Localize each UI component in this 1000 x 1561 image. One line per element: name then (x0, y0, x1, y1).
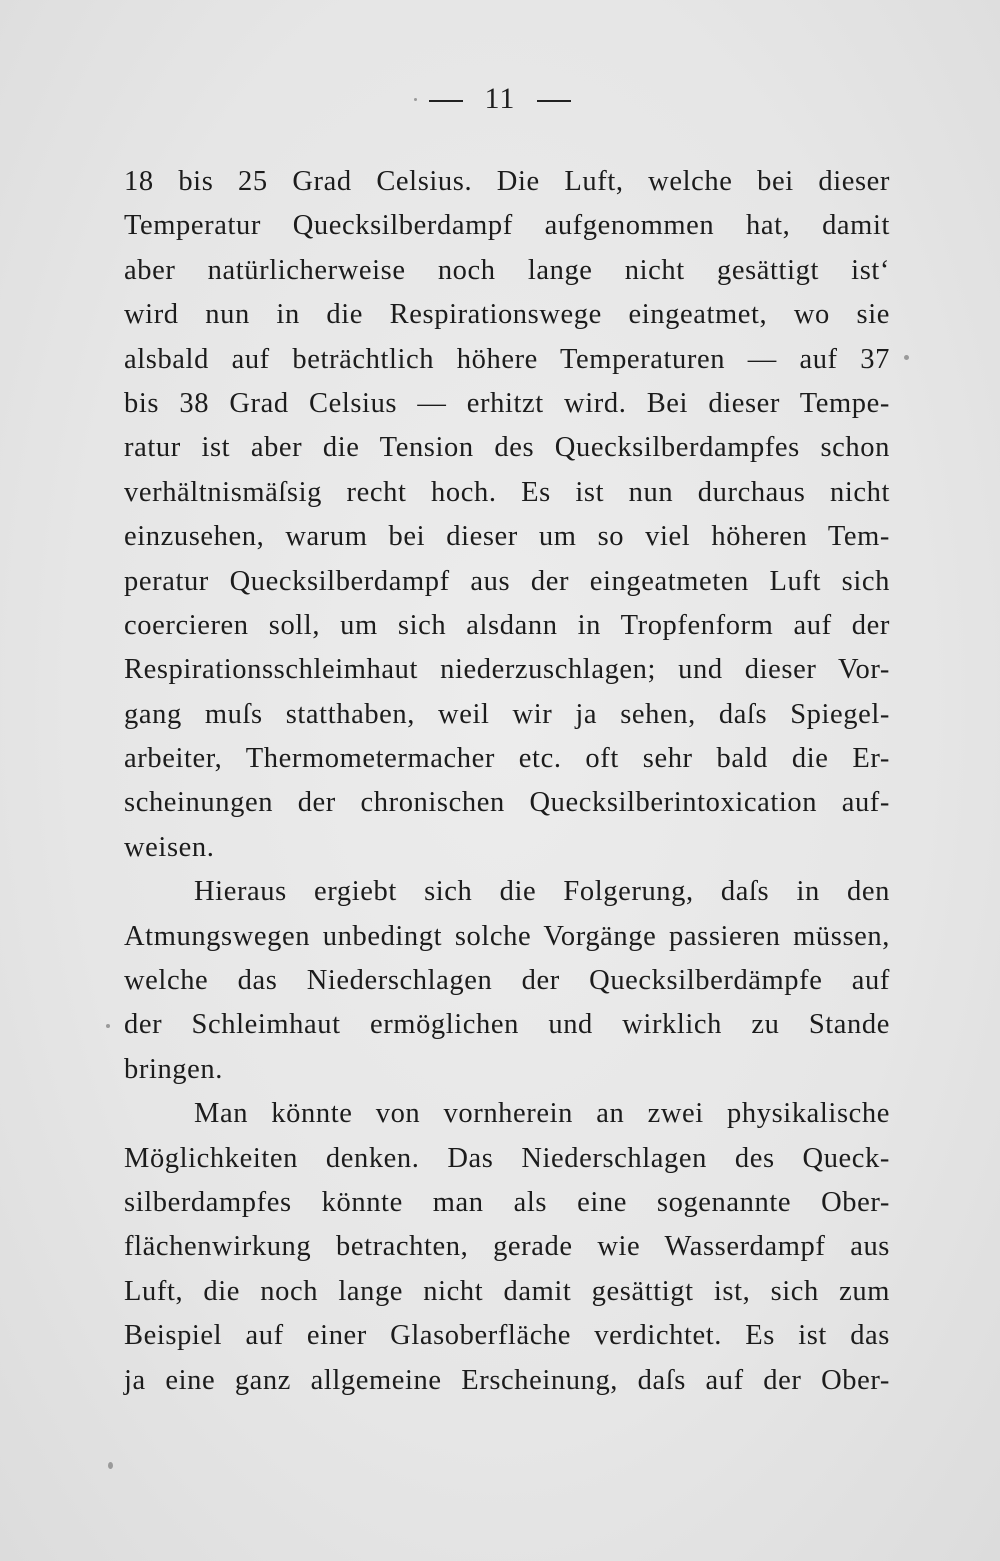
body-text (124, 160, 890, 1403)
text-line: wird nun in die Respirationswege eingeatmet, wo sie (124, 299, 890, 331)
paper-speck (414, 98, 417, 101)
left-dash (429, 100, 463, 102)
paper-speck (904, 355, 909, 360)
text-line: flächenwirkung betrachten, gerade wie Wasserdampf aus (124, 1231, 890, 1263)
text-line: Hieraus ergiebt sich die Folgerung, daſs in den (194, 876, 890, 908)
paper-speck (108, 1462, 113, 1469)
paragraph-3 (124, 1092, 890, 1403)
text-line: 18 bis 25 Grad Celsius. Die Luft, welche bei dieser (124, 166, 890, 197)
text-line: coercieren soll, um sich alsdann in Tropfenform auf der (124, 609, 890, 641)
text-line: silberdampfes könnte man als eine sogenannte Ober- (124, 1186, 890, 1218)
text-line: arbeiter, Thermometermacher etc. oft sehr bald die Er- (124, 743, 890, 775)
paragraph-1 (124, 160, 890, 870)
text-line: der Schleimhaut ermöglichen und wirklich zu Stande (124, 1009, 890, 1041)
text-line: Temperatur Quecksilberdampf aufgenommen hat, damit (124, 210, 890, 242)
text-line: Man könnte von vornherein an zwei physikalische (194, 1098, 890, 1130)
page-number-header (0, 82, 1000, 116)
text-line: gang muſs statthaben, weil wir ja sehen, daſs Spiegel- (124, 698, 890, 730)
text-line: aber natürlicherweise noch lange nicht gesättigt ist‘ (124, 254, 890, 286)
text-line: ja eine ganz allgemeine Erscheinung, daſs auf der Ober- (124, 1364, 890, 1396)
text-line: welche das Niederschlagen der Quecksilberdämpfe auf (124, 965, 890, 997)
text-line: einzusehen, warum bei dieser um so viel höheren Tem- (124, 521, 890, 553)
text-line: bringen. (124, 1053, 223, 1085)
text-line: verhältnismäſsig recht hoch. Es ist nun durchaus nicht (124, 476, 890, 508)
text-line: bis 38 Grad Celsius — erhitzt wird. Bei dieser Tempe- (124, 387, 890, 419)
paper-speck (106, 1024, 110, 1028)
page-number: 11 (484, 82, 516, 115)
text-line: scheinungen der chronischen Quecksilberintoxication auf- (124, 787, 890, 819)
text-line: Luft, die noch lange nicht damit gesättigt ist, sich zum (124, 1275, 890, 1307)
text-line: Beispiel auf einer Glasoberfläche verdichtet. Es ist das (124, 1320, 890, 1352)
text-line: weisen. (124, 831, 215, 863)
text-line: Atmungswegen unbedingt solche Vorgänge passieren müssen, (124, 920, 890, 952)
text-line: Respirationsschleimhaut niederzuschlagen; und dieser Vor- (124, 654, 890, 686)
text-line: alsbald auf beträchtlich höhere Temperaturen — auf 37 (124, 343, 890, 375)
text-line: ratur ist aber die Tension des Quecksilberdampfes schon (124, 432, 890, 464)
text-line: peratur Quecksilberdampf aus der eingeatmeten Luft sich (124, 565, 890, 597)
right-dash (537, 100, 571, 102)
text-line: Möglichkeiten denken. Das Niederschlagen des Queck- (124, 1142, 890, 1174)
paragraph-2 (124, 870, 890, 1092)
